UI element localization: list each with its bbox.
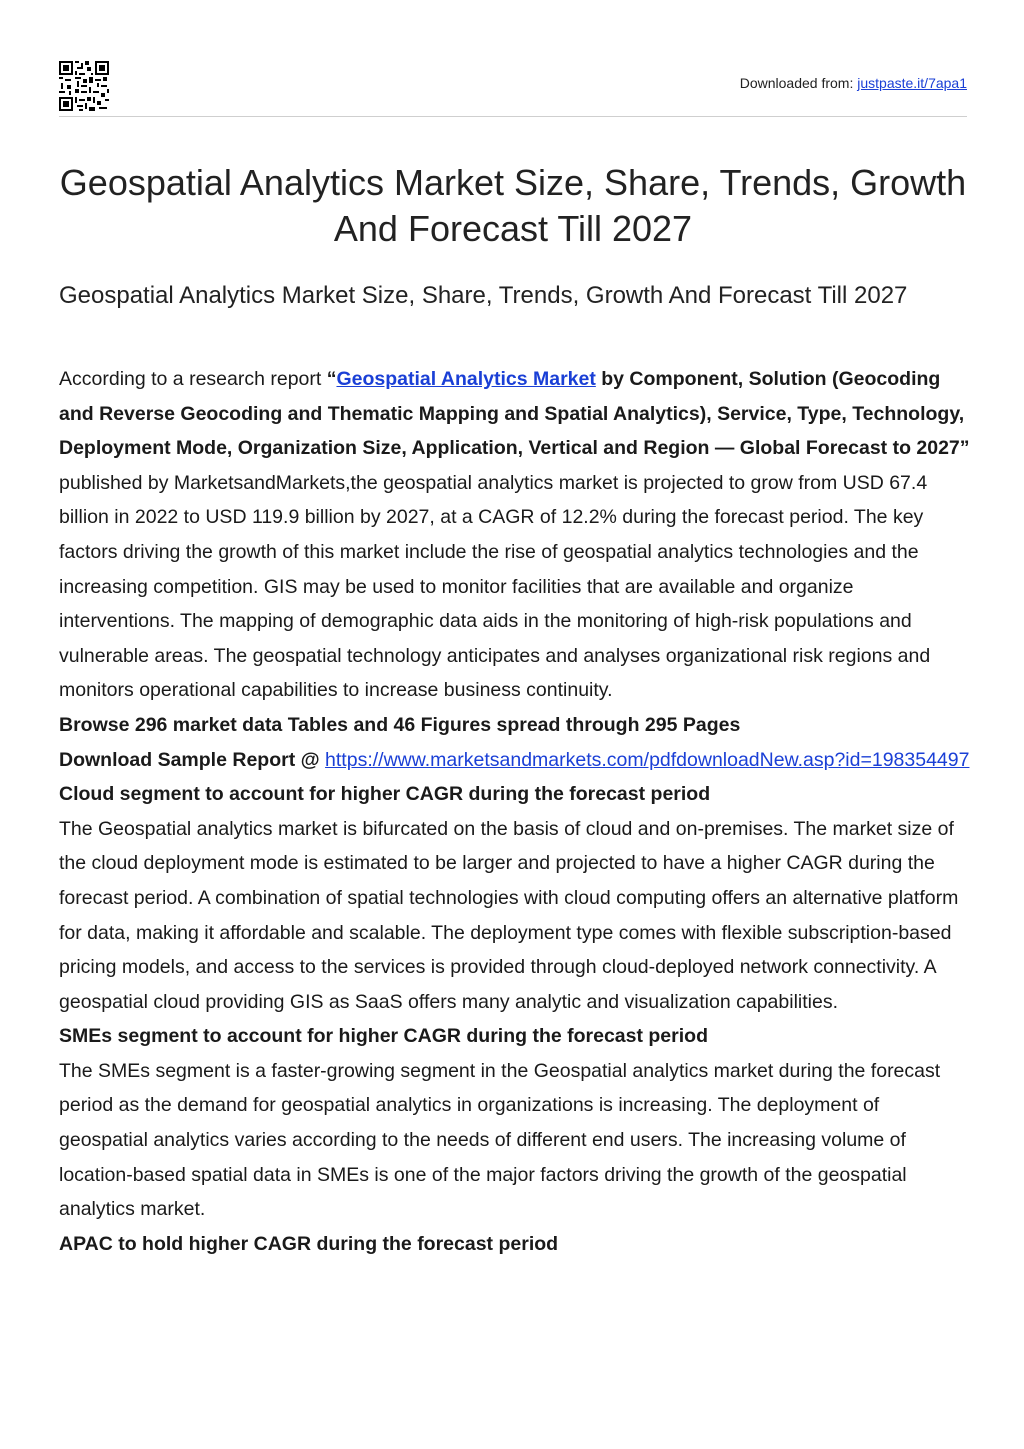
cloud-section-text: The Geospatial analytics market is bifurcated on the basis of cloud and on-premises. The market size of the cloud deployment mode is estimated to be larger and projected to have a higher CAGR during the forecast period. A combination of spatial technologies with cloud computing offers an alternative platform for data, making it affordable and scalable. The deployment type comes with flexible subscription-based pricing models, and access to the services is provided through cloud-deployed network connectivity. A geospatial cloud providing GIS as SaaS offers many analytic and visualization capabilities. xyxy=(59,817,959,1013)
page-subtitle: Geospatial Analytics Market Size, Share, Trends, Growth And Forecast Till 2027 xyxy=(59,282,908,309)
apac-section-heading: APAC to hold higher CAGR during the forecast period xyxy=(59,1232,559,1255)
cloud-section-heading: Cloud segment to account for higher CAGR during the forecast period xyxy=(59,783,711,806)
downloaded-label: Downloaded from: xyxy=(739,75,854,91)
market-report-link-text: Geospatial Analytics Market xyxy=(336,368,596,390)
page-title: Geospatial Analytics Market Size, Share, Trends, Growth And Forecast Till 2027 xyxy=(59,162,967,249)
intro-report-title: by Component, Solution (Geocoding and Reverse Geocoding and Thematic Mapping and Spatial Analytics), Service, Type, Technology, Deployment Mode, Organization Size, Application, Vertical and Region — Global Forecast to 2027” xyxy=(59,368,970,460)
section-heading xyxy=(59,777,971,812)
intro-paragraph xyxy=(59,362,971,708)
qr-code-icon xyxy=(59,61,109,111)
sample-report-link[interactable]: https://www.marketsandmarkets.com/pdfdownloadNew.asp?id=198354497 xyxy=(325,748,970,771)
intro-open-quote: “ xyxy=(326,368,337,390)
section-heading xyxy=(59,1019,971,1054)
download-line xyxy=(59,743,971,778)
download-source xyxy=(740,75,967,91)
article-body xyxy=(59,362,971,1261)
browse-line xyxy=(59,708,971,743)
smes-section-text: The SMEs segment is a faster-growing segment in the Geospatial analytics market during the forecast period as the demand for geospatial analytics in organizations is increasing. The deployment of geospatial analytics varies according to the needs of different end users. The increasing volume of location-based spatial data in SMEs is one of the major factors driving the growth of the geospatial analytics market. xyxy=(59,1059,941,1221)
intro-lead: According to a research report xyxy=(59,368,327,390)
download-label: Download Sample Report @ xyxy=(59,748,326,771)
intro-body: published by MarketsandMarkets,the geospatial analytics market is projected to grow from USD 67.4 billion in 2022 to USD 119.9 billion by 2027, at a CAGR of 12.2% during the forecast period. The key factors driving the growth of this market include the rise of geospatial analytics technologies and the increasing competition. GIS may be used to monitor facilities that are available and organize interventions. The mapping of demographic data aids in the monitoring of high-risk populations and vulnerable areas. The geospatial technology anticipates and analyses organizational risk regions and monitors operational capabilities to increase business continuity. xyxy=(59,471,931,702)
source-link[interactable]: justpaste.it/7apa1 xyxy=(857,75,967,91)
market-report-link[interactable] xyxy=(336,368,595,390)
smes-section-heading: SMEs segment to account for higher CAGR during the forecast period xyxy=(59,1025,708,1048)
page-header xyxy=(59,60,967,117)
browse-text: Browse 296 market data Tables and 46 Figures spread through 295 Pages xyxy=(59,713,741,736)
section-heading xyxy=(59,1227,971,1262)
